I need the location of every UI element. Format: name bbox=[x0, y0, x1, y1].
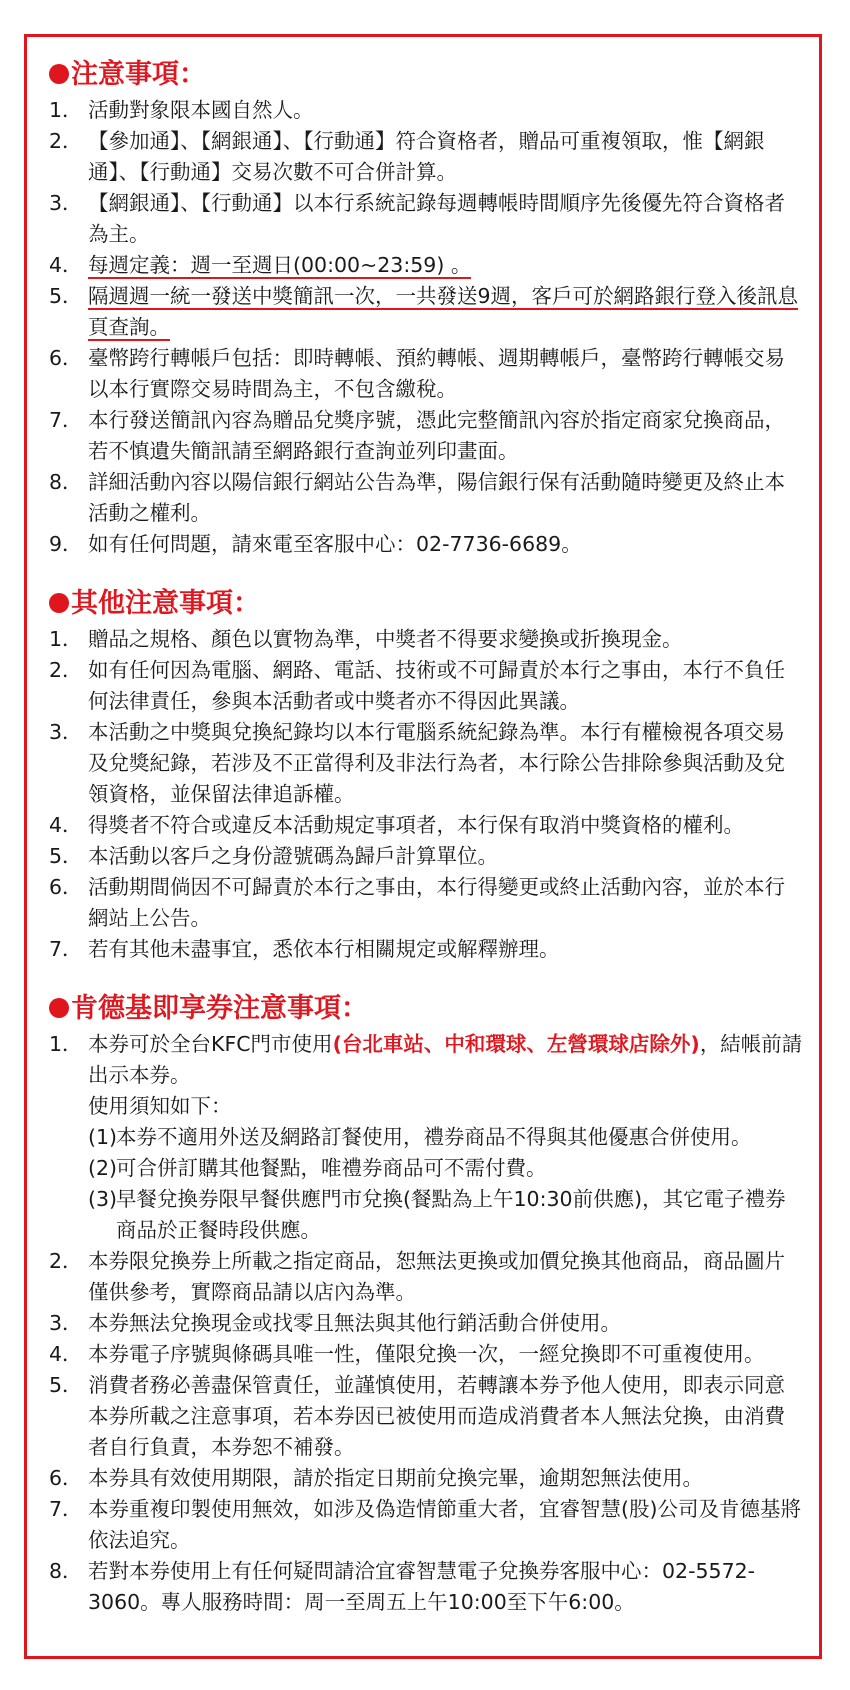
item-number: 1． bbox=[49, 627, 83, 651]
item-number: 5． bbox=[49, 284, 83, 308]
sub-item-number: (1) bbox=[88, 1125, 118, 1149]
item-number: 1． bbox=[49, 98, 83, 122]
item-text: 如有任何問題，請來電至客服中心：02-7736-6689。 bbox=[88, 532, 582, 556]
item-number: 5． bbox=[49, 1373, 83, 1397]
list-item bbox=[49, 1463, 805, 1494]
item-text: 本活動之中獎與兌換紀錄均以本行電腦系統紀錄為準。本行有權檢視各項交易及兌獎紀錄，若涉及不正當得利及非法行為者，本行除公告排除參與活動及兌領資格，並保留法律追訴權。 bbox=[88, 720, 785, 806]
list-item bbox=[49, 281, 805, 343]
item-text: 若對本券使用上有任何疑問請洽宜睿智慧電子兌換券客服中心：02-5572-3060。專人服務時間：周一至周五上午10:00至下午6:00。 bbox=[88, 1559, 756, 1614]
sub-item-number: (2) bbox=[88, 1156, 118, 1180]
list-item bbox=[49, 405, 805, 467]
excluded-stores-text: (台北車站、中和環球、左營環球店除外) bbox=[332, 1032, 700, 1056]
list-item bbox=[49, 250, 805, 281]
item-text: 若有其他未盡事宜，悉依本行相關規定或解釋辦理。 bbox=[88, 937, 560, 961]
item-text: 本券無法兌換現金或找零且無法與其他行銷活動合併使用。 bbox=[88, 1311, 621, 1335]
bullet-dot-icon bbox=[49, 64, 69, 84]
list-item bbox=[49, 655, 805, 717]
notice-frame bbox=[24, 34, 822, 1659]
list-item bbox=[49, 188, 805, 250]
item-text: 臺幣跨行轉帳戶包括：即時轉帳、預約轉帳、週期轉帳戶，臺幣跨行轉帳交易以本行實際交易時間為主，不包含繳稅。 bbox=[88, 346, 785, 401]
section-kfc-voucher-notes bbox=[49, 991, 805, 1618]
list-item bbox=[49, 529, 805, 560]
item-text-underlined: 隔週週一統一發送中獎簡訊一次，一共發送9週，客戶可於網路銀行登入後訊息頁查詢。 bbox=[88, 284, 799, 339]
item-text: 贈品之規格、顏色以實物為準，中獎者不得要求變換或折換現金。 bbox=[88, 627, 683, 651]
bullet-dot-icon bbox=[49, 593, 69, 613]
item-text: 詳細活動內容以陽信銀行網站公告為準，陽信銀行保有活動隨時變更及終止本活動之權利。 bbox=[88, 470, 785, 525]
section-heading-text: 注意事項： bbox=[71, 59, 206, 90]
item-text-underlined: 每週定義：週一至週日(00:00~23:59) 。 bbox=[88, 253, 472, 277]
item-text: 【網銀通】、【行動通】以本行系統記錄每週轉帳時間順序先後優先符合資格者為主。 bbox=[88, 191, 785, 246]
list-item bbox=[49, 343, 805, 405]
item-number: 7． bbox=[49, 937, 83, 961]
item-text: 本券重複印製使用無效，如涉及偽造情節重大者，宜睿智慧(股)公司及肯德基將依法追究。 bbox=[88, 1497, 801, 1552]
list-item bbox=[49, 872, 805, 934]
sub-item bbox=[88, 1122, 805, 1153]
sub-item-number: (3) bbox=[88, 1187, 118, 1211]
item-number: 7． bbox=[49, 1497, 83, 1521]
notice-content bbox=[49, 57, 805, 1644]
item-number: 3． bbox=[49, 720, 83, 744]
item-text: 本券電子序號與條碼具唯一性，僅限兌換一次，一經兌換即不可重複使用。 bbox=[88, 1342, 765, 1366]
item-number: 6． bbox=[49, 346, 83, 370]
list-item bbox=[49, 717, 805, 810]
section-notes bbox=[49, 57, 805, 560]
section-heading-text: 肯德基即享券注意事項： bbox=[71, 993, 368, 1024]
bullet-dot-icon bbox=[49, 998, 69, 1018]
item-number: 6． bbox=[49, 1466, 83, 1490]
list-item bbox=[49, 126, 805, 188]
list-item bbox=[49, 1029, 805, 1246]
list-item bbox=[49, 624, 805, 655]
item-number: 4． bbox=[49, 253, 83, 277]
section-heading bbox=[49, 586, 805, 622]
list-item bbox=[49, 1308, 805, 1339]
item-number: 9． bbox=[49, 532, 83, 556]
section-heading bbox=[49, 991, 805, 1027]
list-item bbox=[49, 810, 805, 841]
item-number: 5． bbox=[49, 844, 83, 868]
section-heading-text: 其他注意事項： bbox=[71, 588, 260, 619]
item-text: 活動期間倘因不可歸責於本行之事由，本行得變更或終止活動內容，並於本行網站上公告。 bbox=[88, 875, 785, 930]
item-number: 3． bbox=[49, 191, 83, 215]
usage-title: 使用須知如下： bbox=[88, 1094, 232, 1118]
item-text: 活動對象限本國自然人。 bbox=[88, 98, 314, 122]
section-heading bbox=[49, 57, 805, 93]
list-item bbox=[49, 1339, 805, 1370]
item-number: 2． bbox=[49, 1249, 83, 1273]
item-text: 【參加通】、【網銀通】、【行動通】符合資格者，贈品可重複領取，惟【網銀通】、【行動通】交易次數不可合併計算。 bbox=[88, 129, 765, 184]
list-item bbox=[49, 1370, 805, 1463]
item-number: 8． bbox=[49, 1559, 83, 1583]
item-number: 7． bbox=[49, 408, 83, 432]
sub-item-text: 可合併訂購其他餐點，唯禮券商品可不需付費。 bbox=[116, 1156, 547, 1180]
item-number: 2． bbox=[49, 658, 83, 682]
item-number: 1． bbox=[49, 1032, 83, 1056]
sub-item bbox=[88, 1184, 805, 1246]
list-item bbox=[49, 467, 805, 529]
list-item bbox=[49, 1494, 805, 1556]
list-item bbox=[49, 934, 805, 965]
item-text: 本活動以客戶之身份證號碼為歸戶計算單位。 bbox=[88, 844, 498, 868]
sub-item bbox=[88, 1153, 805, 1184]
item-text: 如有任何因為電腦、網路、電話、技術或不可歸責於本行之事由，本行不負任何法律責任，參與本活動者或中獎者亦不得因此異議。 bbox=[88, 658, 785, 713]
item-number: 4． bbox=[49, 813, 83, 837]
item-number: 8． bbox=[49, 470, 83, 494]
sub-item-text: 本券不適用外送及網路訂餐使用，禮券商品不得與其他優惠合併使用。 bbox=[116, 1125, 752, 1149]
item-text: 本券限兌換券上所載之指定商品，恕無法更換或加價兌換其他商品，商品圖片僅供參考，實際商品請以店內為準。 bbox=[88, 1249, 785, 1304]
item-text: 本行發送簡訊內容為贈品兌獎序號，憑此完整簡訊內容於指定商家兌換商品，若不慎遺失簡訊請至網路銀行查詢並列印畫面。 bbox=[88, 408, 785, 463]
item-number: 3． bbox=[49, 1311, 83, 1335]
item-text: 本券具有效使用期限，請於指定日期前兌換完畢，逾期恕無法使用。 bbox=[88, 1466, 703, 1490]
item-number: 6． bbox=[49, 875, 83, 899]
item-text: ，結帳前請出示本券。 bbox=[88, 1032, 803, 1087]
list-item bbox=[49, 841, 805, 872]
list-item bbox=[49, 95, 805, 126]
item-text: 消費者務必善盡保管責任，並謹慎使用，若轉讓本券予他人使用，即表示同意本券所載之注意事項，若本券因已被使用而造成消費者本人無法兌換，由消費者自行負責，本券恕不補發。 bbox=[88, 1373, 785, 1459]
item-number: 2． bbox=[49, 129, 83, 153]
section-other-notes bbox=[49, 586, 805, 965]
list-item bbox=[49, 1556, 805, 1618]
item-text: 本券可於全台KFC門市使用 bbox=[88, 1032, 333, 1056]
sub-item-text: 早餐兌換券限早餐供應門市兌換(餐點為上午10:30前供應)，其它電子禮券商品於正餐時段供應。 bbox=[116, 1187, 786, 1242]
item-text: 得獎者不符合或違反本活動規定事項者，本行保有取消中獎資格的權利。 bbox=[88, 813, 744, 837]
item-number: 4． bbox=[49, 1342, 83, 1366]
list-item bbox=[49, 1246, 805, 1308]
